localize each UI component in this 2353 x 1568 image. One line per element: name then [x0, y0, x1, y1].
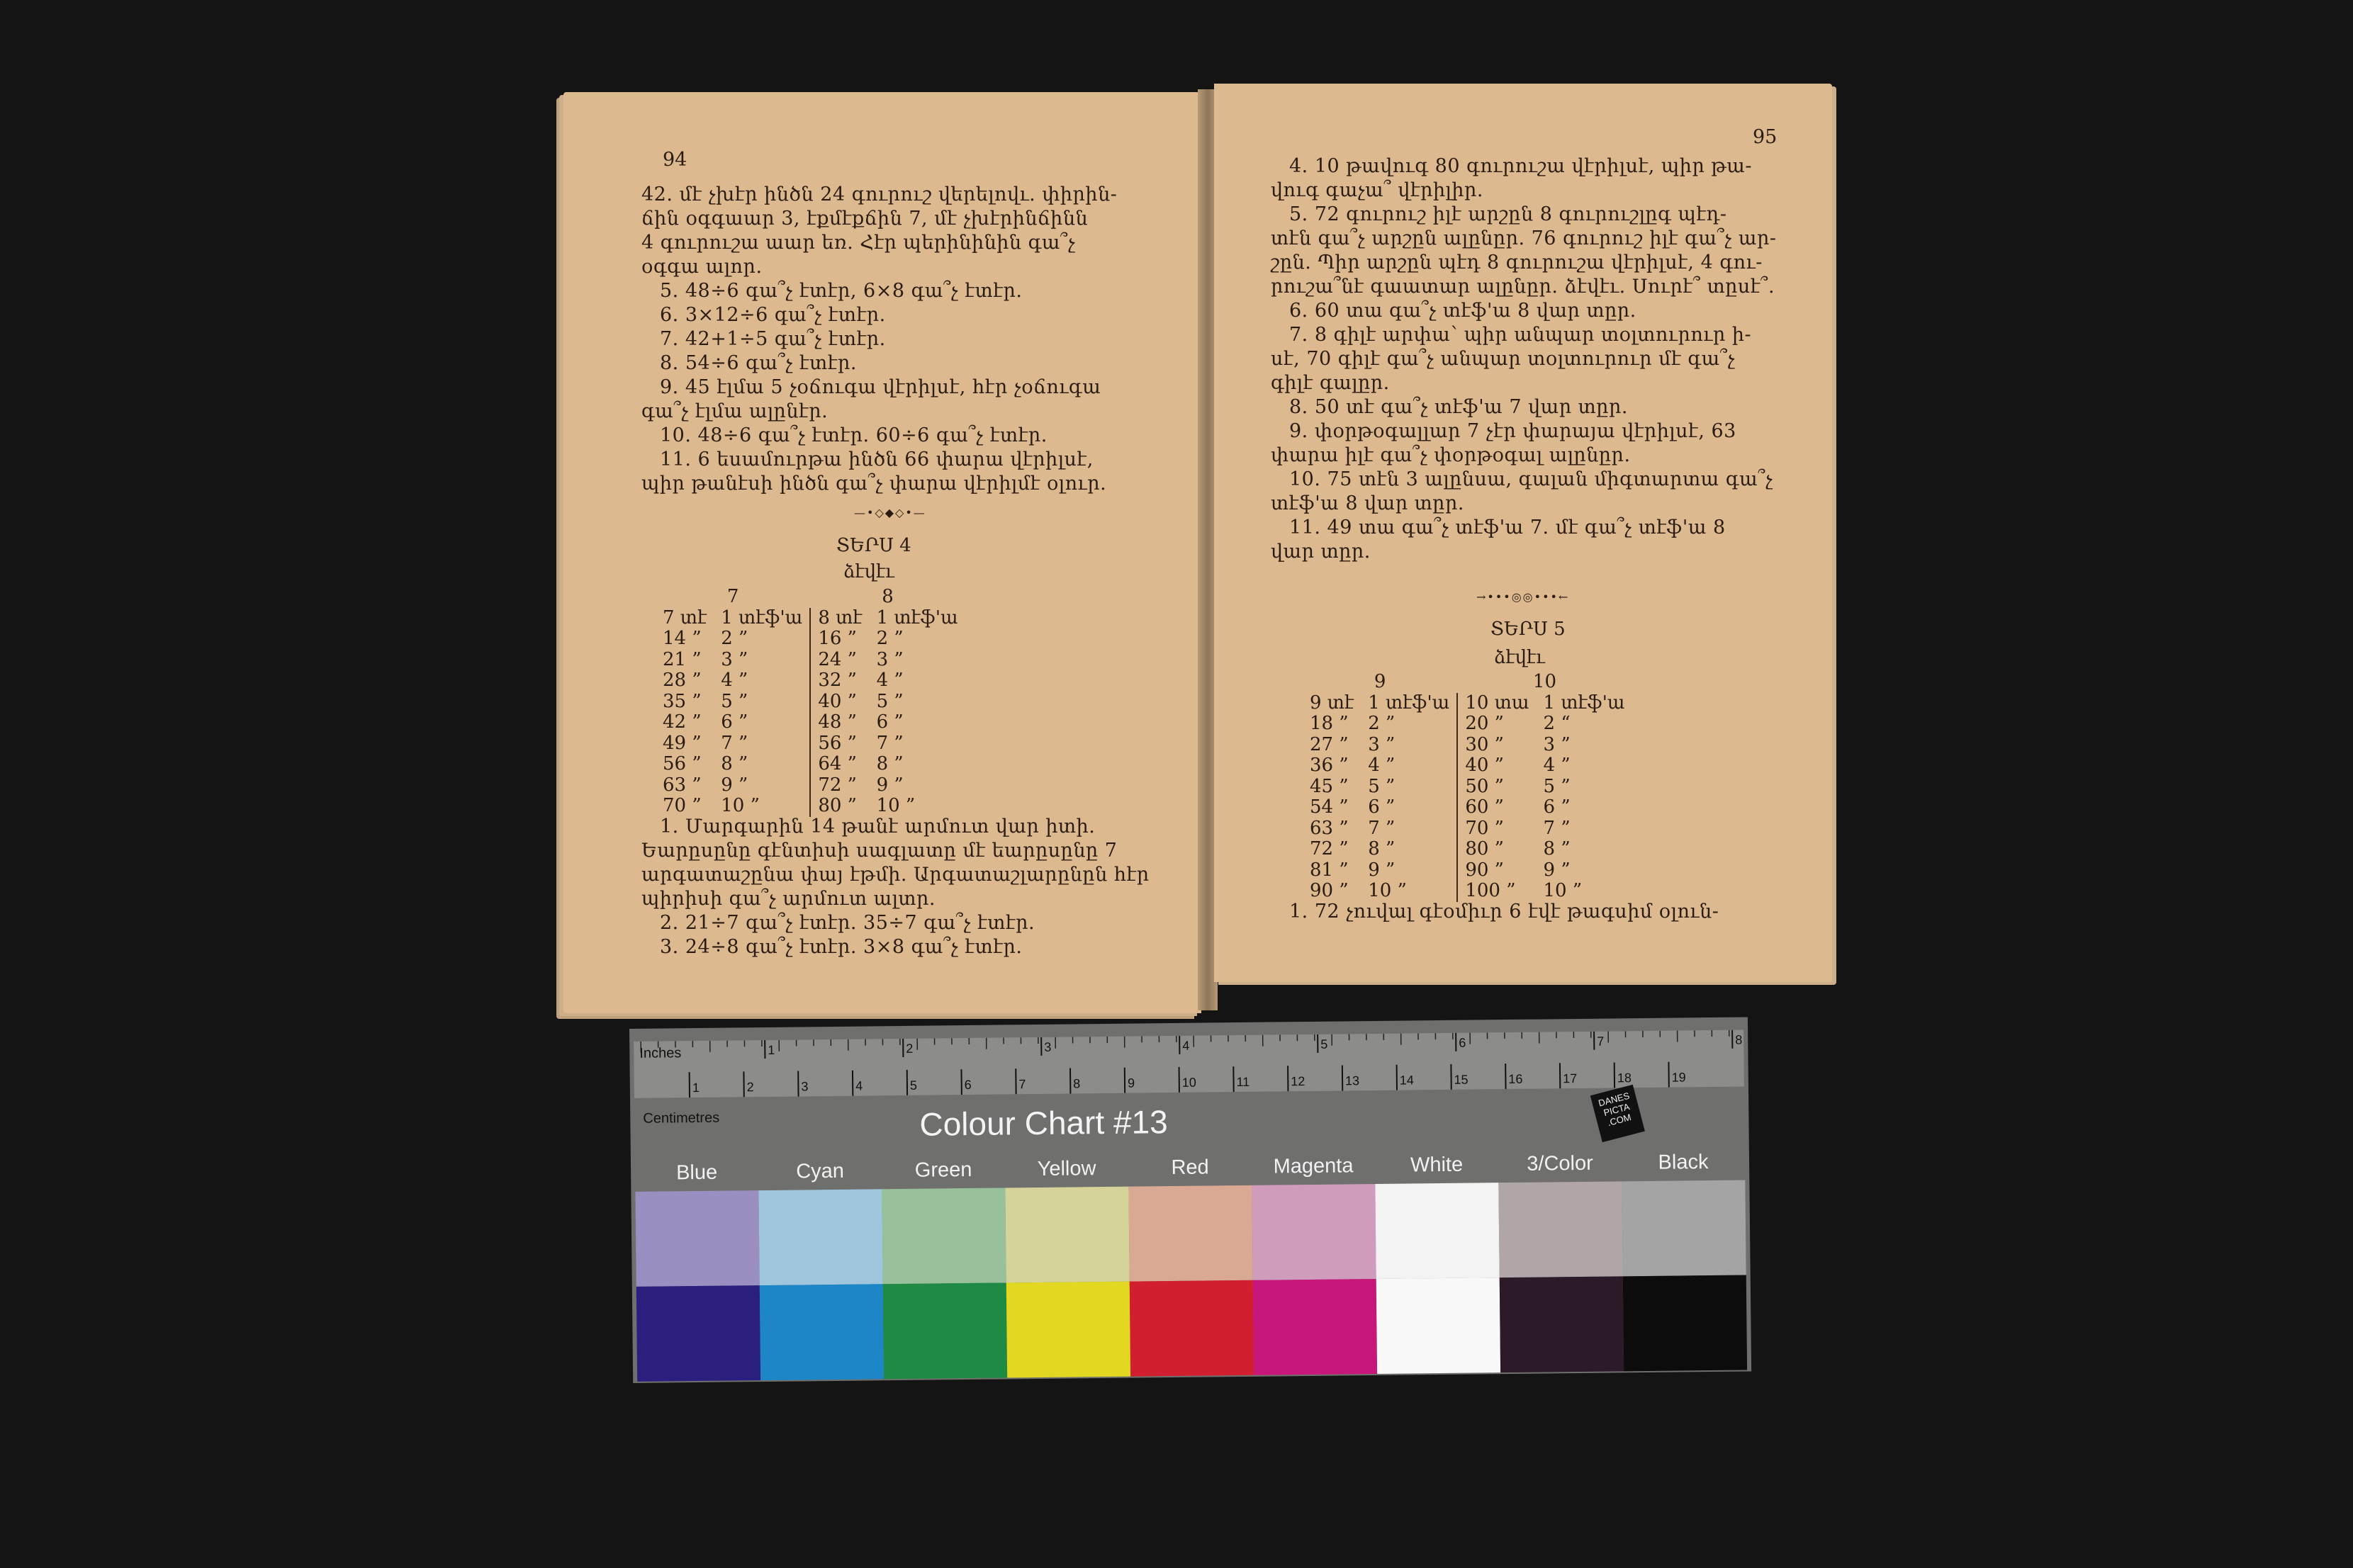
table-header-row	[1303, 672, 1632, 693]
cm-tick-label: 2	[746, 1080, 754, 1095]
table-row	[656, 650, 965, 671]
text-line: 1. Մարգարին 14 թանէ արմուտ վար իտի.	[660, 816, 1096, 837]
table-cell: 3 ”	[1368, 733, 1395, 755]
table-header-row	[656, 587, 965, 608]
text-line: գա՞չ էլմա ալընէր.	[641, 400, 829, 422]
table-cell: 81 ”	[1310, 859, 1349, 881]
text-line: 11. 49 տա գա՞չ տէֆ'ա 7. մէ գա՞չ տէֆ'ա 8	[1289, 517, 1726, 538]
inch-tick-label: 7	[1597, 1034, 1605, 1049]
text-line: 3. 24÷8 գա՞չ էտէր. 3×8 գա՞չ էտէր.	[660, 936, 1023, 958]
table-cell: 1 տէֆ'ա	[721, 607, 803, 628]
table-row	[1303, 839, 1632, 860]
table-row	[1303, 881, 1632, 902]
table-cell: 60 ”	[1457, 797, 1536, 818]
table-cell: 16 ”	[810, 628, 869, 650]
table-cell: 1 տէֆ'ա	[1368, 692, 1450, 714]
multiplication-table-left	[656, 587, 965, 817]
text-line: պիրիսի գա՞չ արմուտ ալտր.	[641, 888, 936, 910]
text-line: 9. 45 էլմա 5 չօճուգա վէրիլսէ, հէր չօճուգա	[660, 376, 1101, 398]
table-cell: 80 ”	[810, 796, 869, 817]
table-row	[1303, 797, 1632, 818]
swatch-dark	[636, 1285, 760, 1382]
table-cell: 70 ”	[1457, 818, 1536, 840]
cm-tick-label: 16	[1508, 1071, 1523, 1087]
inches-label: Inches	[639, 1045, 682, 1061]
table-column-header: 9	[1374, 671, 1386, 692]
colour-chart	[629, 1017, 1751, 1382]
table-cell: 45 ”	[1310, 775, 1349, 797]
table-cell: 5 ”	[876, 690, 904, 712]
table-cell: 56 ”	[663, 753, 702, 774]
ornament-divider: →•••◎◎•••←	[1476, 590, 1570, 604]
inch-tick-label: 4	[1182, 1038, 1190, 1053]
table-cell: 35 ”	[663, 690, 702, 712]
text-line: պիր թանէսի ինծն գա՞չ փարա վէրիլմէ օլուր.	[641, 473, 1107, 495]
table-cell: 49 ”	[663, 732, 702, 754]
swatch-label: Magenta	[1273, 1154, 1354, 1178]
table-cell: 3 ”	[876, 648, 904, 670]
table-cell: 6 ”	[876, 711, 904, 733]
text-line: ճին օգգաար 3, էքմէքճին 7, մէ չխէրինճինն	[641, 208, 1089, 230]
table-cell: 48 ”	[810, 712, 869, 733]
table-cell: 30 ”	[1457, 735, 1536, 756]
text-line: 7. 8 գիլէ արփա՝ պիր անպար տօլտուրուր ի-	[1289, 324, 1752, 346]
text-line: շըն. Պիր արշըն պէդ 8 գուրուշա վէրիլսէ, 4 գու-	[1271, 252, 1763, 273]
table-cell: 5 ”	[1543, 775, 1571, 797]
cm-tick-label: 7	[1018, 1077, 1026, 1092]
table-row	[656, 733, 965, 755]
cm-tick-label: 12	[1291, 1074, 1305, 1089]
left-page	[563, 92, 1201, 1013]
table-cell: 90 ”	[1310, 880, 1349, 901]
table-cell: 2 “	[1543, 713, 1571, 734]
text-line: օգգա ալոր.	[641, 256, 763, 278]
text-line: 42. մէ չխէր ինծն 24 գուրուշ վերելովւ. փիրին-	[641, 184, 1118, 205]
table-cell: 2 ”	[721, 628, 748, 649]
table-cell: 8 ”	[876, 753, 904, 774]
text-line: 6. 60 տա գա՞չ տէֆ'ա 8 վար տըր.	[1289, 300, 1636, 322]
table-cell: 8 ”	[721, 753, 748, 774]
inch-tick-label: 1	[768, 1042, 775, 1057]
table-cell: 20 ”	[1457, 714, 1536, 735]
table-cell: 8 ”	[1368, 838, 1395, 859]
table-cell: 21 ”	[663, 648, 702, 670]
swatch-label: Black	[1658, 1151, 1709, 1174]
table-cell: 10 ”	[1368, 880, 1407, 901]
cm-tick-label: 11	[1236, 1074, 1250, 1090]
table-cell: 56 ”	[810, 733, 869, 755]
table-cell: 1 տէֆ'ա	[876, 607, 958, 628]
swatch-light	[1005, 1187, 1129, 1283]
table-cell: 3 ”	[721, 648, 748, 670]
swatch-light	[882, 1188, 1006, 1284]
right-page-text-bottom	[1271, 900, 1719, 924]
swatch-label: Cyan	[796, 1159, 845, 1183]
table-cell: 80 ”	[1457, 839, 1536, 860]
table-row	[656, 670, 965, 692]
table-column-header: 7	[726, 586, 739, 607]
right-page	[1214, 84, 1832, 982]
swatch-label: White	[1410, 1153, 1464, 1177]
table-cell: 4 ”	[1368, 755, 1395, 776]
page-number: 94	[663, 149, 687, 171]
text-line: 1. 72 չուվալ գէօմիւր 6 էվէ թագսիմ օլուն-	[1289, 901, 1719, 923]
table-cell: 90 ”	[1457, 860, 1536, 881]
swatch-light	[1375, 1183, 1499, 1279]
right-page-text-top	[1271, 154, 1777, 564]
table-cell: 10 տա	[1457, 693, 1536, 714]
table-cell: 3 ”	[1543, 733, 1571, 755]
table-cell: 9 ”	[1543, 859, 1571, 881]
chart-title: Colour Chart #13	[919, 1103, 1168, 1143]
table-cell: 8 ”	[1543, 838, 1571, 859]
swatch-dark	[1500, 1276, 1624, 1372]
table-row	[656, 712, 965, 733]
cm-tick-label: 3	[801, 1079, 809, 1094]
text-line: 6. 3×12÷6 գա՞չ էտէր.	[660, 304, 886, 326]
table-cell: 9 տէ	[1310, 692, 1354, 714]
swatch-dark	[1130, 1280, 1254, 1377]
table-cell: 6 ”	[1543, 796, 1571, 818]
table-cell: 8 տէ	[810, 608, 869, 629]
table-cell: 7 ”	[876, 732, 904, 754]
section-title: ՏԵՐՍ 4	[836, 535, 911, 556]
ornament-divider: —•◇◆◇•—	[854, 506, 926, 519]
inch-tick-label: 8	[1735, 1032, 1743, 1047]
table-cell: 70 ”	[663, 795, 702, 816]
text-line: 10. 48÷6 գա՞չ էտէր. 60÷6 գա՞չ էտէր.	[660, 424, 1048, 446]
table-cell: 64 ”	[810, 754, 869, 775]
swatch-light	[1498, 1181, 1622, 1277]
cm-tick-label: 19	[1671, 1070, 1686, 1085]
table-cell: 5 ”	[721, 690, 748, 712]
text-line: 9. փօրթօգալլար 7 չէր փարայա վէրիլսէ, 63	[1289, 420, 1736, 442]
table-cell: 72 ”	[810, 775, 869, 796]
swatch-label: Yellow	[1037, 1157, 1096, 1180]
table-cell: 54 ”	[1310, 796, 1349, 818]
table-cell: 40 ”	[810, 692, 869, 713]
text-line: 5. 72 գուրուշ իլէ արշըն 8 գուրուշլըգ պէդ-	[1289, 203, 1727, 225]
table-cell: 28 ”	[663, 670, 702, 691]
swatch-dark	[760, 1284, 884, 1380]
text-line: արգատաշընա փայ էթմի. Արգատաշլարընըն հէր	[641, 864, 1150, 886]
table-cell: 10 ”	[876, 795, 916, 816]
table-cell: 4 ”	[721, 670, 748, 691]
table-row	[656, 692, 965, 713]
swatch-dark	[1623, 1275, 1747, 1372]
cm-tick-label: 9	[1127, 1076, 1135, 1090]
cm-tick-label: 13	[1344, 1073, 1360, 1088]
text-line: 7. 42+1÷5 գա՞չ էտէր.	[660, 328, 886, 350]
table-row	[1303, 755, 1632, 777]
inch-tick-label: 3	[1044, 1039, 1052, 1054]
table-cell: 7 ”	[1368, 817, 1395, 839]
left-page-text-top	[641, 183, 1117, 496]
table-cell: 63 ”	[663, 774, 702, 796]
text-line: տէֆ'ա 8 վար տըր.	[1271, 492, 1464, 514]
table-cell: 32 ”	[810, 670, 869, 692]
table-cell: 4 ”	[1543, 755, 1571, 776]
table-cell: 42 ”	[663, 711, 702, 733]
inch-tick-label: 2	[906, 1041, 914, 1056]
swatch-dark	[1006, 1282, 1130, 1378]
table-cell: 27 ”	[1310, 733, 1349, 755]
table-column-header: 8	[882, 586, 894, 607]
text-line: տէն գա՞չ արշըն ալընըր. 76 գուրուշ իլէ գա՞չ ար-	[1271, 227, 1777, 249]
table-cell: 100 ”	[1457, 881, 1536, 902]
table-cell: 10 ”	[721, 795, 760, 816]
table-cell: 7 տէ	[663, 607, 707, 628]
table-row	[656, 628, 965, 650]
section-subtitle: ձէվէւ	[843, 561, 894, 582]
table-cell: 7 ”	[1543, 817, 1571, 839]
swatch-light	[1622, 1180, 1746, 1277]
table-cell: 6 ”	[721, 711, 748, 733]
table-row	[1303, 860, 1632, 881]
text-line: րուշա՞նէ գաատար ալընըր. ձէվէւ. Սուրէ՞ տըսէ՞.	[1271, 276, 1775, 298]
table-cell: 1 տէֆ'ա	[1543, 692, 1625, 714]
ruler	[634, 1030, 1744, 1098]
table-cell: 63 ”	[1310, 817, 1349, 839]
swatch-light	[635, 1190, 759, 1287]
cm-tick-label: 8	[1073, 1076, 1081, 1091]
table-row	[1303, 777, 1632, 798]
table-row	[656, 608, 965, 629]
text-line: սէ, 70 գիլէ գա՞չ անպար տօլտուրուր մէ գա՞չ	[1271, 348, 1736, 370]
text-line: փարա իլէ գա՞չ փօրթօգալ ալընըր.	[1271, 444, 1631, 466]
table-cell: 24 ”	[810, 650, 869, 671]
text-line: 4 գուրուշա աար եռ. Հէր պերինինին գա՞չ	[641, 232, 1076, 254]
cm-tick-label: 5	[909, 1078, 918, 1093]
table-cell: 36 ”	[1310, 755, 1349, 776]
book-spread	[563, 84, 1832, 1005]
table-cell: 2 ”	[876, 628, 904, 649]
text-line: Եարըսընը գէնտիսի սագլատը մէ եարըսընը 7	[641, 840, 1118, 862]
swatch-light	[1252, 1184, 1376, 1280]
multiplication-table-right	[1303, 672, 1632, 902]
table-column-header: 10	[1532, 671, 1557, 692]
cm-tick-label: 6	[964, 1077, 972, 1093]
swatch-label: Blue	[675, 1161, 718, 1185]
table-cell: 9 ”	[876, 774, 904, 796]
table-cell: 7 ”	[721, 732, 748, 754]
cm-tick-label: 4	[855, 1078, 863, 1093]
ruler-ticks	[634, 1030, 1744, 1098]
text-line: 10. 75 տէն 3 ալընսա, գալան միգտարտա գա՞չ	[1289, 468, 1773, 490]
text-line: 5. 48÷6 գա՞չ էտէր, 6×8 գա՞չ էտէր.	[660, 280, 1023, 302]
page-number: 95	[1753, 126, 1778, 148]
text-line: 2. 21÷7 գա՞չ էտէր. 35÷7 գա՞չ էտէր.	[660, 912, 1035, 934]
swatch-light	[1128, 1185, 1252, 1282]
cm-tick-label: 1	[692, 1080, 700, 1095]
text-line: 11. 6 եսամուրթա ինծն 66 փարա վէրիլսէ,	[660, 449, 1094, 470]
table-cell: 72 ”	[1310, 838, 1349, 859]
table-cell: 6 ”	[1368, 796, 1395, 818]
cm-tick-label: 15	[1454, 1072, 1468, 1087]
section-title: ՏԵՐՍ 5	[1490, 619, 1566, 640]
section-subtitle: ձէվէւ	[1494, 647, 1545, 668]
table-cell: 50 ”	[1457, 777, 1536, 798]
text-line: 4. 10 թավուգ 80 գուրուշա վէրիլսէ, պիր թա-	[1289, 155, 1752, 177]
table-cell: 4 ”	[876, 670, 904, 691]
cm-tick-label: 18	[1617, 1071, 1632, 1085]
text-line: 8. 54÷6 գա՞չ էտէր.	[660, 352, 857, 374]
cm-tick-label: 17	[1563, 1071, 1578, 1086]
table-cell: 2 ”	[1368, 713, 1395, 734]
swatch-label: Red	[1171, 1156, 1209, 1180]
swatch-dark	[1253, 1279, 1377, 1375]
table-row	[656, 754, 965, 775]
table-row	[1303, 714, 1632, 735]
text-line: վար տըր.	[1271, 541, 1371, 563]
table-row	[656, 796, 965, 817]
table-row	[1303, 693, 1632, 714]
table-row	[1303, 818, 1632, 840]
cm-tick-label: 10	[1181, 1075, 1196, 1090]
text-line: վուգ գաչա՞ վէրիլիր.	[1271, 179, 1483, 201]
inch-tick-label: 5	[1320, 1037, 1328, 1051]
swatch-dark	[883, 1282, 1007, 1379]
text-line: 8. 50 տէ գա՞չ տէֆ'ա 7 վար տըր.	[1289, 396, 1628, 418]
table-cell: 9 ”	[721, 774, 748, 796]
table-cell: 10 ”	[1543, 880, 1583, 901]
table-row	[1303, 735, 1632, 756]
table-cell: 14 ”	[663, 628, 702, 649]
left-page-text-bottom	[641, 815, 1150, 959]
danes-picta-logo: DANES PICTA .COM	[1590, 1085, 1645, 1142]
table-cell: 9 ”	[1368, 859, 1395, 881]
table-row	[656, 775, 965, 796]
swatch-light	[758, 1189, 882, 1285]
inch-tick-label: 6	[1459, 1035, 1466, 1050]
table-cell: 5 ”	[1368, 775, 1395, 797]
table-cell: 18 ”	[1310, 713, 1349, 734]
centimetres-label: Centimetres	[643, 1110, 720, 1127]
swatch-label: 3/Color	[1527, 1151, 1593, 1175]
table-cell: 40 ”	[1457, 755, 1536, 777]
text-line: գիլէ գալըր.	[1271, 372, 1390, 394]
swatch-label: Green	[914, 1158, 972, 1182]
cm-tick-label: 14	[1399, 1073, 1414, 1088]
swatch-dark	[1376, 1277, 1500, 1374]
